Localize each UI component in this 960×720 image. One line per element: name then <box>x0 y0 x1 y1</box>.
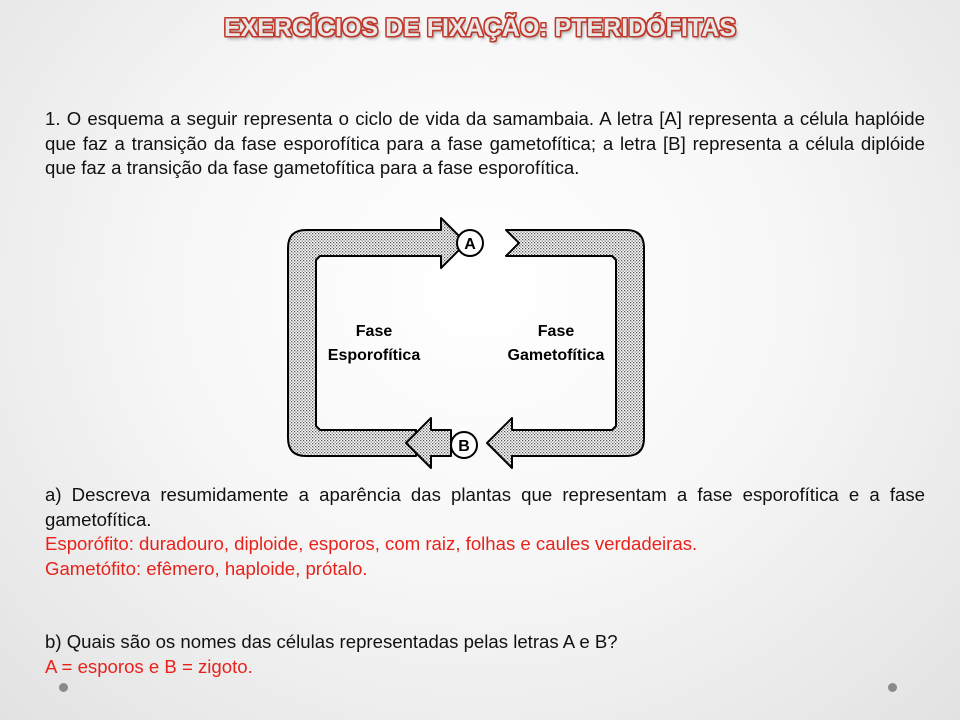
slide-decor-dot-right <box>888 683 897 692</box>
part-a-answer-line-2: Gametófito: efêmero, haploide, prótalo. <box>45 557 368 579</box>
slide-title: EXERCÍCIOS DE FIXAÇÃO: PTERIDÓFITAS <box>223 14 737 42</box>
part-a-question: a) Descreva resumidamente a aparência das plantas que representam a fase esporofítica e a fase gametofítica. <box>45 484 925 530</box>
part-a-answer-line-1: Esporófito: duradouro, diploide, esporos, com raiz, folhas e caules verdadeiras. <box>45 533 698 554</box>
left-phase-label-line1: Fase <box>355 323 393 340</box>
left-phase-label-line2: Esporofítica <box>327 347 421 364</box>
life-cycle-diagram <box>276 212 666 474</box>
part-a-section <box>45 483 925 581</box>
part-b-question: b) Quais são os nomes das células representadas pelas letras A e B? <box>45 631 618 652</box>
part-b-answer: A = esporos e B = zigoto. <box>45 655 253 677</box>
label-b: B <box>458 438 470 455</box>
label-a: A <box>464 236 476 253</box>
bottom-left-arrow <box>406 418 451 468</box>
right-phase-label-line1: Fase <box>537 323 575 340</box>
right-phase-label-line2: Gametofítica <box>507 347 605 364</box>
slide-decor-dot-left <box>59 683 68 692</box>
question-1-text: 1. O esquema a seguir representa o ciclo de vida da samambaia. A letra [A] representa a célula haplóide que faz a transição da fase esporofítica para a fase gametofítica; a letra [B] representa a célula diplóide que faz a transição da fase gametofítica para a fase esporofítica. <box>45 108 925 178</box>
part-b-section <box>45 630 925 679</box>
